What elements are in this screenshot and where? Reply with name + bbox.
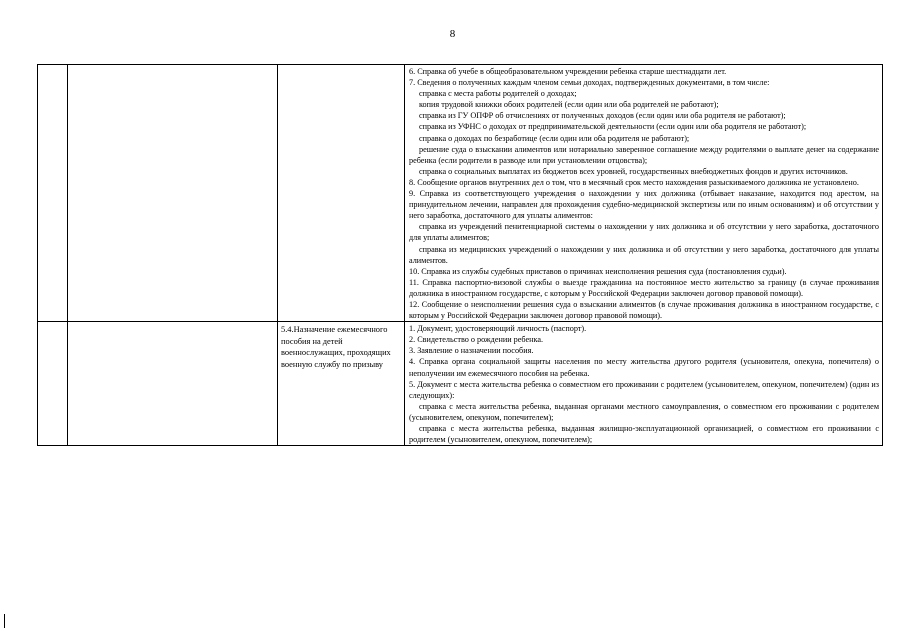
table-cell-documents bbox=[405, 322, 883, 446]
document-item: справка о социальных выплатах из бюджетов всех уровней, государственных внебюджетных фондов и других источников. bbox=[419, 166, 848, 176]
document-item: справка с места работы родителей о доходах; bbox=[419, 89, 577, 99]
services-table bbox=[37, 64, 883, 446]
table-cell-service bbox=[278, 322, 405, 446]
document-item: 1. Документ, удостоверяющий личность (паспорт). bbox=[409, 324, 587, 334]
document-item: 2. Свидетельство о рождении ребенка. bbox=[409, 335, 543, 345]
table-cell-number bbox=[38, 322, 68, 446]
document-item: справка из медицинских учреждений о нахождении у них должника и об отсутствии у него заработка, достаточного для уплаты алиментов. bbox=[409, 244, 879, 265]
document-item: 12. Сообщение о неисполнении решения суда о взыскании алиментов (в случае проживания должника в иностранном государстве, с которым у Российской Федерации заключен договор правовой помощи). bbox=[409, 299, 879, 321]
document-item: копия трудовой книжки обоих родителей (если один или оба родителей не работают); bbox=[419, 100, 719, 110]
table-row bbox=[38, 322, 883, 446]
document-item: справка из ГУ ОПФР об отчислениях от полученных доходов (если один или оба родителя не работают); bbox=[419, 111, 786, 121]
documents-list bbox=[405, 322, 882, 445]
document-item: справка из учреждений пенитенциарной системы о нахождении у них должника и об отсутствии у него заработка, достаточного для уплаты алиментов; bbox=[409, 222, 879, 243]
table-cell-service bbox=[278, 65, 405, 322]
document-item: справка из УФНС о доходах от предпринимательской деятельности (если один или оба родителя не работают); bbox=[419, 122, 807, 132]
document-item: 3. Заявление о назначении пособия. bbox=[409, 346, 534, 356]
document-item: 9. Справка из соответствующего учреждения о нахождении у них должника (отбывает наказание, находится под арестом, на принудительном лечении, направлен для прохождения судебно-медицинской экспертизы или по иным основаниям) и об отсутствии у него заработка, достаточного для уплаты алиментов: bbox=[409, 189, 879, 221]
document-item: 5. Документ с места жительства ребенка о совместном его проживании с родителем (усыновителем, опекуном, попечителем) (один из следующих): bbox=[409, 379, 879, 400]
page-number: 8 bbox=[449, 28, 456, 40]
document-item: решение суда о взыскании алиментов или нотариально заверенное соглашение между родителями о выплате денег на содержание ребенка (если родители в разводе или при установлении отцовства); bbox=[409, 144, 879, 165]
scan-edge-mark bbox=[4, 614, 5, 628]
document-item: 10. Справка из службы судебных приставов о причинах неисполнения решения суда (постановления судьи). bbox=[409, 266, 787, 276]
documents-list bbox=[405, 65, 882, 321]
table-row bbox=[38, 65, 883, 322]
document-item: справка с места жительства ребенка, выданная жилищно-эксплуатационной организацией, о совместном его проживании с родителем (усыновителем, опекуном, попечителем); bbox=[409, 424, 879, 445]
document-item: справка о доходах по безработице (если один или оба родителя не работают); bbox=[419, 133, 690, 143]
table-cell-documents bbox=[405, 65, 883, 322]
document-item: 6. Справка об учебе в общеобразовательном учреждении ребенка старше шестнадцати лет. bbox=[409, 67, 727, 76]
table-cell-number bbox=[38, 65, 68, 322]
document-item: справка с места жительства ребенка, выданная органами местного самоуправления, о совместном его проживании с родителем (усыновителем, опекуном, попечителем); bbox=[409, 401, 879, 422]
table-cell-category bbox=[68, 65, 278, 322]
document-item: 4. Справка органа социальной защиты населения по месту жительства другого родителя (усыновителя, опекуна, попечителя) о неполучении им ежемесячного пособия на ребенка. bbox=[409, 357, 879, 378]
service-name: 5.4.Назначение ежемесячного пособия на детей военнослужащих, проходящих военную службу по призыву bbox=[281, 325, 391, 369]
document-item: 11. Справка паспортно-визовой службы о выезде гражданина на постоянное место жительство за границу (в случае проживания должника в иностранном государстве, с которым у Российской Федерации заключен договор правовой помощи). bbox=[409, 277, 879, 298]
document-item: 7. Сведения о полученных каждым членом семьи доходах, подтвержденных документами, в том числе: bbox=[409, 78, 770, 88]
table-cell-category bbox=[68, 322, 278, 446]
document-item: 8. Сообщение органов внутренних дел о том, что в месячный срок место нахождения разыскиваемого должника не установлено. bbox=[409, 177, 859, 187]
